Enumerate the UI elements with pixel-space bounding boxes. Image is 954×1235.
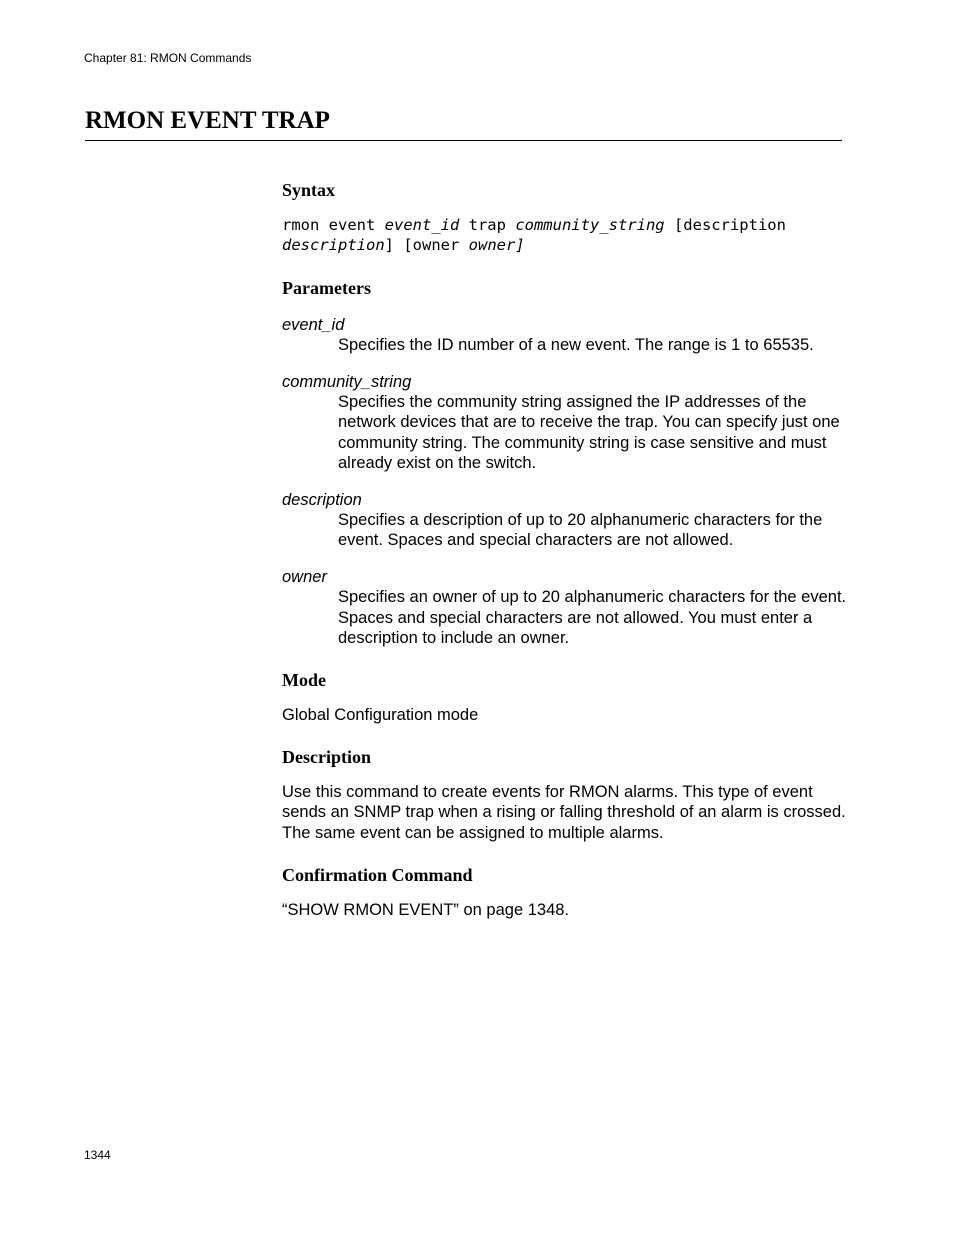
mode-heading: Mode: [282, 670, 326, 691]
param-definition: Specifies a description of up to 20 alphanumeric characters for the event. Spaces and special characters are not allowed.: [338, 511, 823, 550]
syntax-arg: community_string: [515, 216, 665, 234]
chapter-header: Chapter 81: RMON Commands: [84, 51, 252, 65]
description-text: Use this command to create events for RMON alarms. This type of event sends an SNMP trap when a rising or falling threshold of an alarm is crossed. The same event can be assigned to multiple alarms.: [282, 783, 846, 842]
param-term: description: [282, 491, 362, 510]
syntax-line: [282, 216, 847, 255]
param-definition: Specifies an owner of up to 20 alphanumeric characters for the event. Spaces and special characters are not allowed. You must enter a description to include an owner.: [338, 588, 847, 647]
syntax-arg: description: [282, 235, 385, 254]
syntax-keyword: rmon event: [282, 216, 385, 234]
syntax-keyword: [description: [664, 216, 786, 234]
confirmation-heading: Confirmation Command: [282, 864, 473, 885]
page-title: RMON EVENT TRAP: [85, 107, 330, 134]
description-heading: Description: [282, 747, 371, 768]
syntax-keyword: trap: [459, 216, 516, 234]
title-divider: [85, 140, 842, 141]
syntax-keyword: ] [owner: [384, 235, 469, 254]
param-term: event_id: [282, 316, 345, 334]
syntax-arg: owner]: [468, 235, 525, 254]
command-body: [282, 178, 847, 920]
syntax-arg: event_id: [384, 216, 460, 234]
parameters-heading: Parameters: [282, 278, 371, 298]
param-definition: Specifies the ID number of a new event. The range is 1 to 65535.: [338, 336, 814, 354]
param-term: owner: [282, 568, 327, 587]
page-number: 1344: [84, 1148, 111, 1162]
param-term: community_string: [282, 373, 412, 392]
mode-text: Global Configuration mode: [282, 706, 479, 725]
param-definition: Specifies the community string assigned the IP addresses of the network devices that are to receive the trap. You can specify just one community string. The community string is case sensitive and must already exist on the switch.: [338, 393, 840, 472]
syntax-heading: Syntax: [282, 180, 336, 200]
confirmation-text: “SHOW RMON EVENT” on page 1348.: [282, 900, 570, 919]
